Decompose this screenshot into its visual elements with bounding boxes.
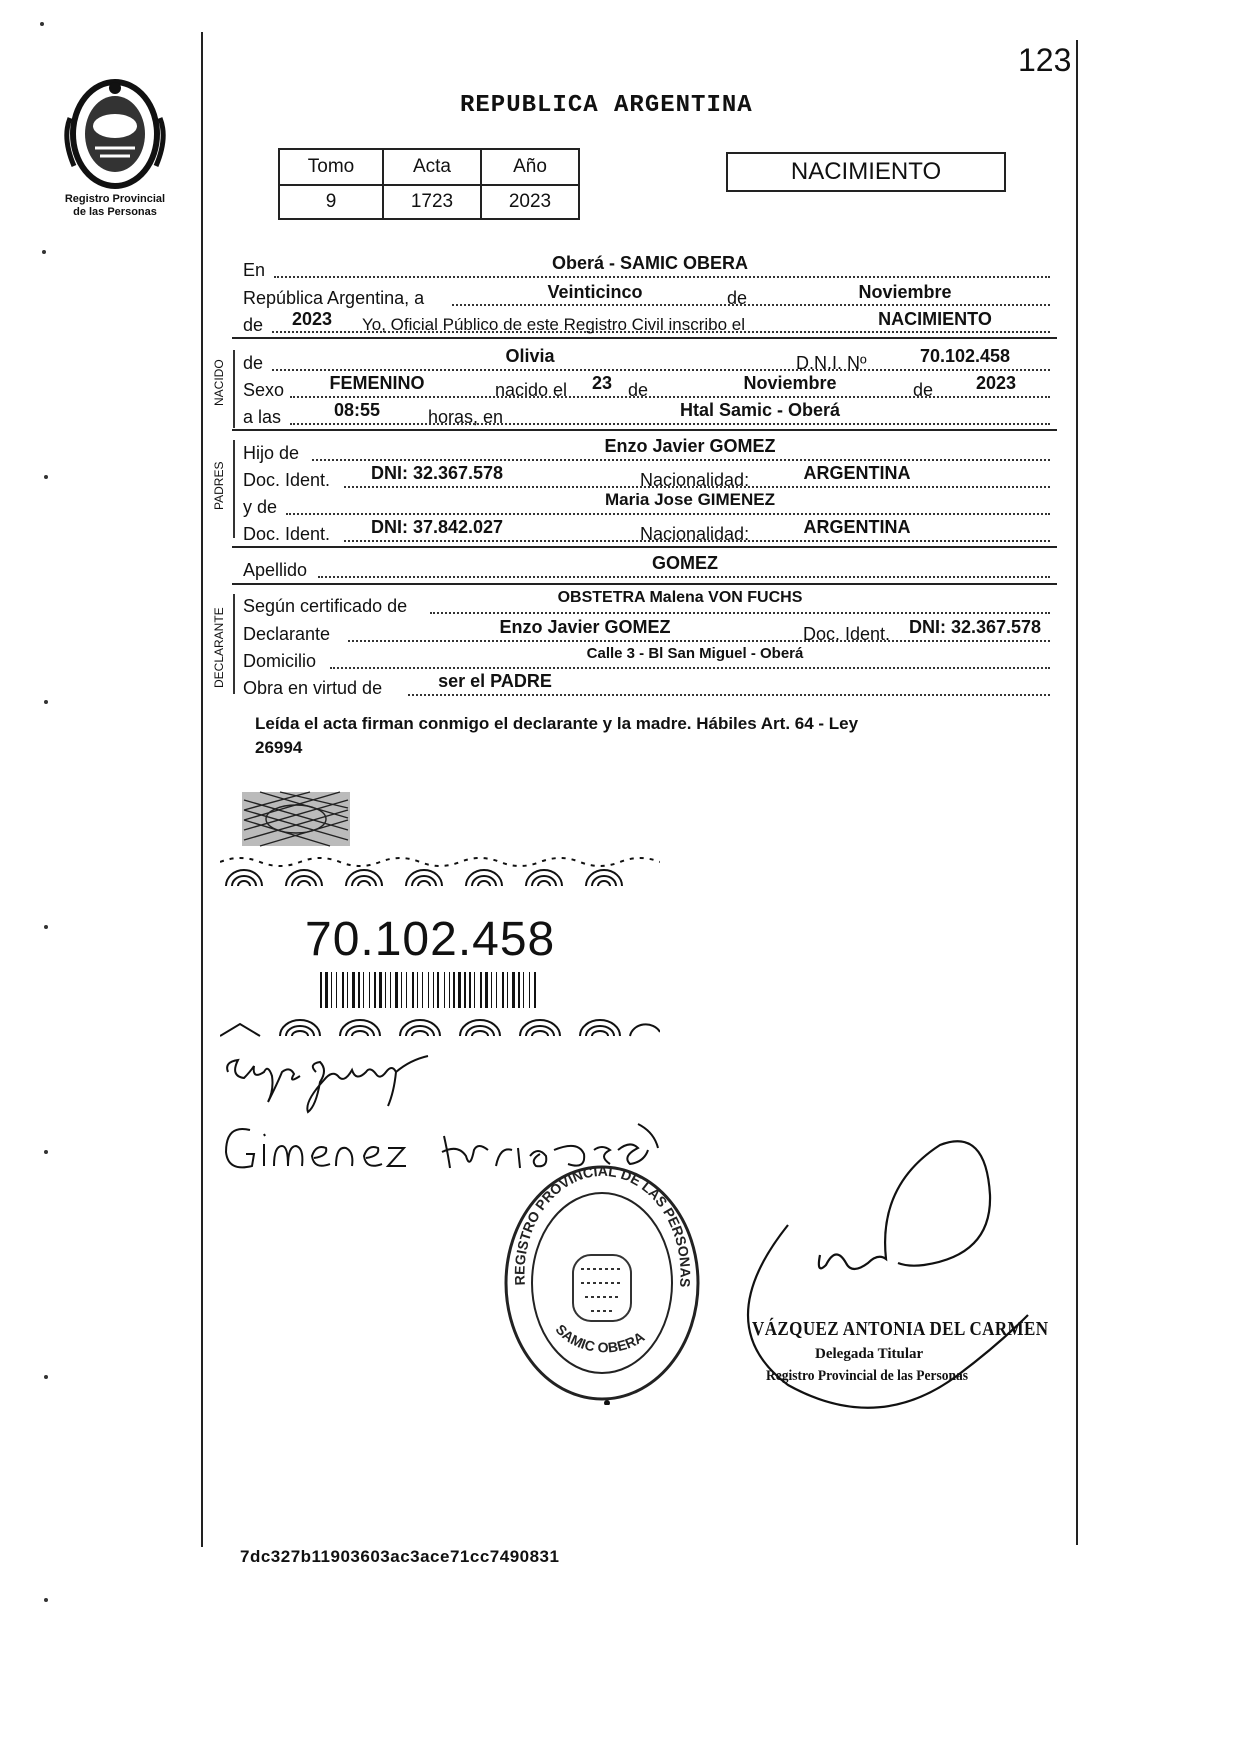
- official-office: Registro Provincial de las Personas: [766, 1368, 968, 1384]
- dotted-line: [330, 667, 1050, 669]
- label-en: En: [243, 260, 266, 280]
- section-label-declarant: DECLARANTE: [212, 607, 226, 688]
- signing-note-line2: 26994: [255, 738, 303, 757]
- label-de: de: [243, 353, 264, 373]
- sex-value: FEMENINO: [329, 373, 425, 393]
- address-value: Calle 3 - Bl San Miguel - Oberá: [586, 645, 804, 662]
- section-bracket: [233, 350, 235, 428]
- barcode-bar: [464, 972, 466, 1008]
- speck: [44, 475, 48, 479]
- label-alas: a las: [243, 407, 282, 427]
- year-value: 2023: [291, 309, 333, 329]
- label-apellido: Apellido: [243, 560, 308, 580]
- dotted-line: [290, 423, 1050, 425]
- barcode-bar: [390, 972, 391, 1008]
- barcode-bar: [512, 972, 515, 1008]
- official-name: VÁZQUEZ ANTONIA DEL CARMEN: [752, 1318, 1049, 1340]
- day-words-value: Veinticinco: [547, 282, 643, 302]
- barcode-bar: [325, 972, 328, 1008]
- dotted-line: [318, 576, 1050, 578]
- section-label-parents: PADRES: [212, 461, 226, 511]
- birth-time-value: 08:55: [333, 400, 381, 420]
- barcode-bar: [458, 972, 461, 1008]
- label-de: de: [913, 380, 934, 400]
- security-wave-band: [220, 852, 660, 890]
- dotted-line: [272, 369, 1050, 371]
- logo-caption: [40, 193, 190, 219]
- certificate-value: OBSTETRA Malena VON FUCHS: [557, 589, 803, 606]
- mother-name-value: Maria Jose GIMENEZ: [604, 490, 776, 509]
- left-margin-line: [201, 32, 203, 1547]
- label-segun: Según certificado de: [243, 596, 408, 616]
- table-header-tomo: Tomo: [278, 148, 384, 186]
- month-value: Noviembre: [858, 282, 952, 302]
- barcode-bar: [428, 972, 429, 1008]
- barcode-bar: [469, 972, 471, 1008]
- barcode-bar: [518, 972, 520, 1008]
- speck: [44, 1150, 48, 1154]
- barcode-bar: [523, 972, 524, 1008]
- table-header-acta: Acta: [382, 148, 482, 186]
- section-divider: [232, 583, 1057, 585]
- country-title: REPUBLICA ARGENTINA: [460, 92, 753, 119]
- signing-note: [255, 712, 858, 760]
- barcode-bar: [433, 972, 434, 1008]
- record-type-box: NACIMIENTO: [726, 152, 1006, 192]
- birth-day-value: 23: [591, 373, 613, 393]
- mother-nat-value: ARGENTINA: [803, 517, 911, 537]
- svg-text:REGISTRO PROVINCIAL DE LAS PER: [511, 1163, 693, 1288]
- barcode-bar: [480, 972, 482, 1008]
- seal-ring-text: REGISTRO PROVINCIAL DE LAS PERSONAS: [511, 1162, 694, 1288]
- barcode-bar: [320, 972, 322, 1008]
- father-nat-value: ARGENTINA: [803, 463, 911, 483]
- barcode-bar: [412, 972, 414, 1008]
- father-doc-value: DNI: 32.367.578: [370, 463, 504, 483]
- barcode-bar: [449, 972, 450, 1008]
- barcode-bar: [395, 972, 398, 1008]
- inscribe-text: Yo, Oficial Público de este Registro Civil inscribo el: [362, 315, 745, 334]
- logo-caption-line1: Registro Provincial: [64, 193, 166, 205]
- barcode-bar: [374, 972, 376, 1008]
- birth-month-value: Noviembre: [743, 373, 837, 393]
- section-label-born: NACIDO: [212, 359, 226, 407]
- svg-text:SAMIC OBERA: [553, 1321, 648, 1355]
- child-dni-value: 70.102.458: [919, 346, 1011, 366]
- barcode: [318, 972, 540, 1008]
- table-cell-tomo: 9: [278, 184, 384, 220]
- barcode-bar: [401, 972, 402, 1008]
- label-dni: D.N.I. Nº: [796, 353, 867, 373]
- table-cell-acta: 1723: [382, 184, 482, 220]
- dotted-line: [290, 396, 1050, 398]
- speck: [40, 22, 44, 26]
- declarant-value: Enzo Javier GOMEZ: [499, 617, 671, 637]
- dotted-line: [430, 612, 1050, 614]
- province-logo: [60, 78, 170, 190]
- virtue-value: ser el PADRE: [438, 671, 552, 691]
- barcode-bar: [379, 972, 382, 1008]
- label-sexo: Sexo: [243, 380, 285, 400]
- table-header-ano: Año: [480, 148, 580, 186]
- label-nacionalidad: Nacionalidad:: [640, 470, 750, 490]
- barcode-bar: [485, 972, 488, 1008]
- birth-place-value: Htal Samic - Oberá: [679, 400, 841, 420]
- right-margin-line: [1076, 40, 1078, 1545]
- barcode-bar: [534, 972, 536, 1008]
- label-de: de: [628, 380, 649, 400]
- section-divider: [232, 429, 1057, 431]
- label-nacido: nacido el: [495, 380, 568, 400]
- label-doc-ident: Doc. Ident.: [243, 470, 331, 490]
- father-name-value: Enzo Javier GOMEZ: [604, 436, 776, 456]
- barcode-bar: [358, 972, 360, 1008]
- barcode-number: 70.102.458: [305, 913, 556, 966]
- barcode-bar: [444, 972, 445, 1008]
- declarant-doc-value: DNI: 32.367.578: [908, 617, 1042, 637]
- label-de: de: [243, 315, 264, 335]
- signing-note-line1: Leída el acta firman conmigo el declarante y la madre. Hábiles Art. 64 - Ley: [255, 714, 859, 733]
- barcode-bar: [347, 972, 348, 1008]
- barcode-bar: [529, 972, 530, 1008]
- dotted-line: [312, 459, 1050, 461]
- seal-bottom-text: SAMIC OBERA: [552, 1321, 648, 1356]
- mother-doc-value: DNI: 37.842.027: [370, 517, 504, 537]
- barcode-bar: [507, 972, 508, 1008]
- barcode-bar: [496, 972, 497, 1008]
- barcode-bar: [352, 972, 355, 1008]
- barcode-bar: [474, 972, 475, 1008]
- barcode-bar: [422, 972, 423, 1008]
- barcode-bar: [453, 972, 455, 1008]
- speck: [44, 1375, 48, 1379]
- event-value: NACIMIENTO: [878, 309, 992, 329]
- barcode-bar: [336, 972, 337, 1008]
- section-divider: [232, 546, 1057, 548]
- label-de: de: [727, 288, 748, 308]
- barcode-bar: [437, 972, 439, 1008]
- label-obra: Obra en virtud de: [243, 678, 383, 698]
- label-doc-ident: Doc. Ident.: [243, 524, 331, 544]
- barcode-bar: [417, 972, 418, 1008]
- label-republic: República Argentina, a: [243, 288, 425, 308]
- section-divider: [232, 337, 1057, 339]
- dotted-line: [274, 276, 1050, 278]
- child-name-value: Olivia: [505, 346, 555, 366]
- label-doc-ident: Doc. Ident.: [803, 624, 891, 644]
- speck: [44, 925, 48, 929]
- speck: [44, 1598, 48, 1602]
- label-horas: horas, en: [428, 407, 504, 427]
- dotted-line: [452, 304, 1050, 306]
- fingerprint-stamp: [240, 790, 352, 848]
- surname-value: GOMEZ: [652, 553, 718, 573]
- document-hash: 7dc327b11903603ac3ace71cc7490831: [240, 1547, 560, 1566]
- label-hijo: Hijo de: [243, 443, 300, 463]
- page-number: 123: [1018, 42, 1072, 78]
- logo-caption-line2: de las Personas: [73, 206, 157, 218]
- barcode-bar: [342, 972, 344, 1008]
- barcode-bar: [406, 972, 407, 1008]
- speck: [42, 250, 46, 254]
- label-yde: y de: [243, 497, 278, 517]
- barcode-bar: [363, 972, 364, 1008]
- section-bracket: [233, 594, 235, 694]
- speck: [44, 700, 48, 704]
- birth-year-value: 2023: [975, 373, 1017, 393]
- dotted-line: [286, 513, 1050, 515]
- place-value: Oberá - SAMIC OBERA: [551, 253, 749, 273]
- barcode-bar: [491, 972, 492, 1008]
- dotted-line: [408, 694, 1050, 696]
- barcode-bar: [369, 972, 370, 1008]
- official-seal: [495, 1155, 710, 1405]
- dotted-line: [348, 640, 1050, 642]
- label-declarante: Declarante: [243, 624, 331, 644]
- label-domicilio: Domicilio: [243, 651, 317, 671]
- security-wave-band: [220, 1010, 660, 1040]
- barcode-bar: [502, 972, 504, 1008]
- barcode-bar: [385, 972, 386, 1008]
- table-cell-ano: 2023: [480, 184, 580, 220]
- section-bracket: [233, 440, 235, 538]
- label-nacionalidad: Nacionalidad:: [640, 524, 750, 544]
- official-title: Delegada Titular: [815, 1346, 924, 1362]
- barcode-bar: [331, 972, 332, 1008]
